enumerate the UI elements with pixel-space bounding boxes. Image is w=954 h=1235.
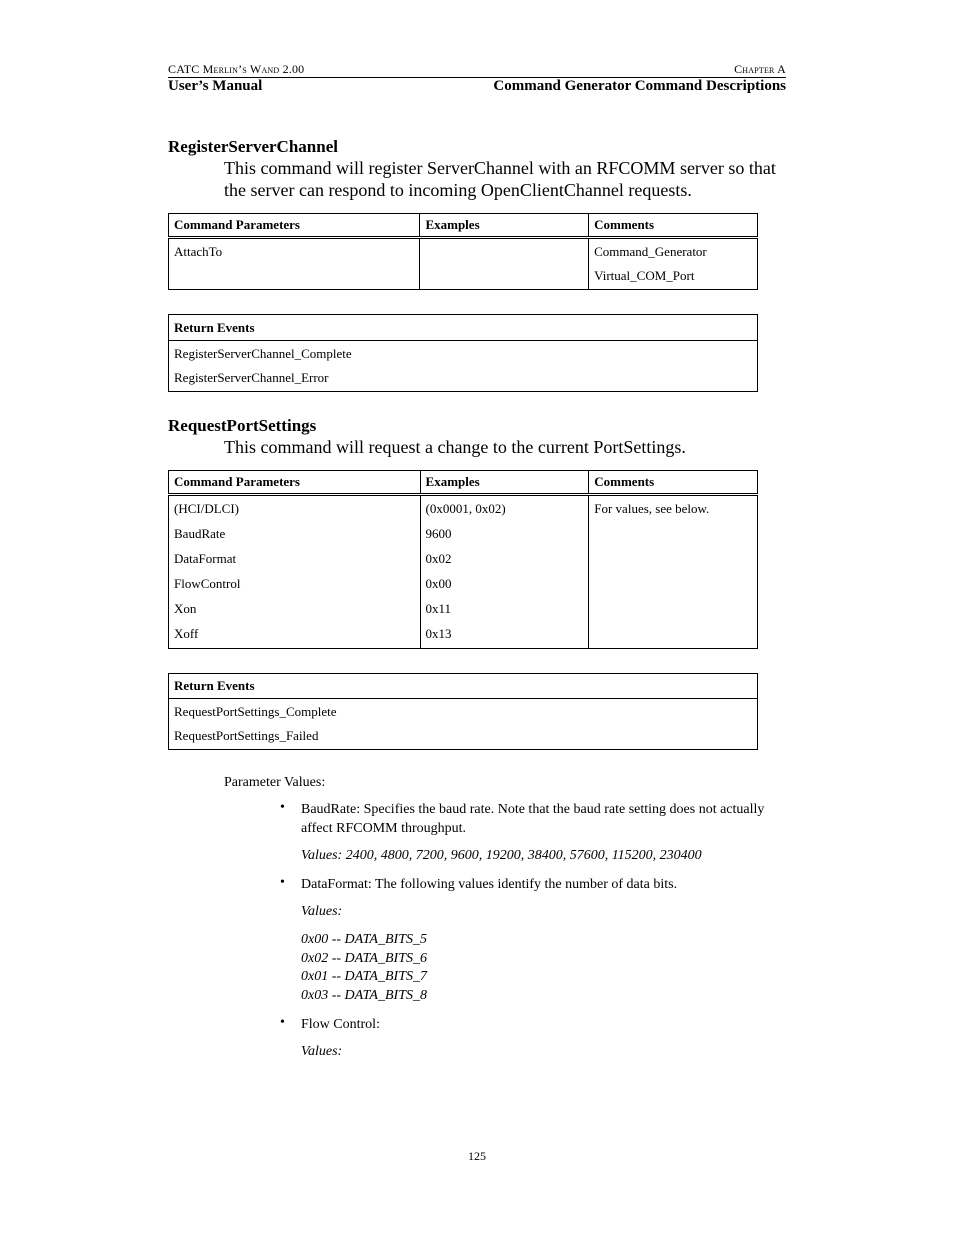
section-description: This command will request a change to the current PortSettings. xyxy=(224,437,686,457)
event-name: RequestPortSettings_Complete xyxy=(174,704,337,719)
comment-value: Command_Generator xyxy=(594,244,707,259)
baudrate-values: Values: 2400, 4800, 7200, 9600, 19200, 38400, 57600, 115200, 230400 xyxy=(301,848,702,863)
command-parameters-table xyxy=(168,470,758,649)
header-product-text: CATC Merlin’s Wand 2.00 xyxy=(168,62,305,76)
baudrate-description: BaudRate: Specifies the baud rate. Note that the baud rate setting does not actually affect RFCOMM throughput. xyxy=(301,802,765,836)
comments-cell xyxy=(589,495,758,649)
parameter-name: BaudRate xyxy=(174,526,226,541)
header-chapter xyxy=(734,62,786,77)
event-name: RequestPortSettings_Failed xyxy=(174,728,319,743)
table-header-row xyxy=(169,315,758,341)
event-name: RegisterServerChannel_Complete xyxy=(174,346,352,361)
header-return-events: Return Events xyxy=(169,674,758,699)
flowcontrol-values-label: Values: xyxy=(301,1044,343,1059)
parameter-name: (HCI/DLCI) xyxy=(174,501,239,516)
table-row xyxy=(169,341,758,392)
parameter-name: Xoff xyxy=(174,626,199,641)
comments-cell xyxy=(589,238,758,290)
header-command-parameters: Command Parameters xyxy=(169,214,420,238)
example-value: (0x0001, 0x02) xyxy=(425,501,506,516)
comment-value: Virtual_COM_Port xyxy=(594,268,695,283)
dataformat-description: DataFormat: The following values identify the number of data bits. xyxy=(301,877,678,892)
example-value xyxy=(425,240,583,264)
events-cell xyxy=(169,699,758,750)
dataformat-value: 0x01 -- DATA_BITS_7 xyxy=(301,969,427,985)
parameters-cell xyxy=(169,238,420,290)
parameter-values-label: Parameter Values: xyxy=(224,775,326,790)
section-title-register-server-channel: RegisterServerChannel xyxy=(168,137,338,156)
header-return-events: Return Events xyxy=(169,315,758,341)
example-value: 9600 xyxy=(425,526,452,541)
parameter-name: FlowControl xyxy=(174,576,241,591)
comment-value: For values, see below. xyxy=(594,501,710,516)
section-description: This command will register ServerChannel with an RFCOMM server so that the server can respond to incoming OpenClientChannel requests. xyxy=(224,158,776,200)
examples-cell xyxy=(420,238,589,290)
dataformat-value: 0x02 -- DATA_BITS_6 xyxy=(301,950,427,966)
event-name: RegisterServerChannel_Error xyxy=(174,370,329,385)
section-title-request-port-settings: RequestPortSettings xyxy=(168,416,317,435)
header-product xyxy=(168,62,304,77)
example-value: 0x13 xyxy=(425,626,452,641)
bullet-icon: • xyxy=(280,800,285,815)
dataformat-value: 0x00 -- DATA_BITS_5 xyxy=(301,932,427,947)
dataformat-value: 0x03 -- DATA_BITS_8 xyxy=(301,988,427,1004)
bullet-icon: • xyxy=(280,1015,285,1030)
dataformat-values-label: Values: xyxy=(301,904,343,919)
example-value: 0x00 xyxy=(425,576,452,591)
parameter-name: DataFormat xyxy=(174,551,237,566)
bullet-icon: • xyxy=(280,875,285,890)
return-events-table xyxy=(168,673,758,750)
example-value: 0x11 xyxy=(425,601,452,616)
examples-cell xyxy=(420,495,589,649)
header-comments: Comments xyxy=(589,214,758,238)
table-header-row xyxy=(169,674,758,699)
table-header-row xyxy=(169,471,758,495)
header-comments: Comments xyxy=(589,471,758,495)
table-header-row xyxy=(169,214,758,238)
table-row xyxy=(169,495,758,649)
table-row xyxy=(169,699,758,750)
header-manual: User’s Manual xyxy=(168,78,263,94)
header-section: Command Generator Command Descriptions xyxy=(493,78,786,94)
command-parameters-table xyxy=(168,213,758,290)
header-command-parameters: Command Parameters xyxy=(169,471,421,495)
header-examples: Examples xyxy=(420,214,589,238)
header-chapter-text: Chapter A xyxy=(734,62,786,76)
return-events-table xyxy=(168,314,758,392)
parameters-cell xyxy=(169,495,421,649)
dataformat-values-list xyxy=(301,931,427,1006)
parameter-name: AttachTo xyxy=(174,244,223,259)
header-examples: Examples xyxy=(420,471,589,495)
flowcontrol-description: Flow Control: xyxy=(301,1017,380,1032)
example-value: 0x02 xyxy=(425,551,452,566)
page-number: 125 xyxy=(468,1149,486,1163)
table-row xyxy=(169,238,758,290)
events-cell xyxy=(169,341,758,392)
parameter-name: Xon xyxy=(174,601,197,616)
